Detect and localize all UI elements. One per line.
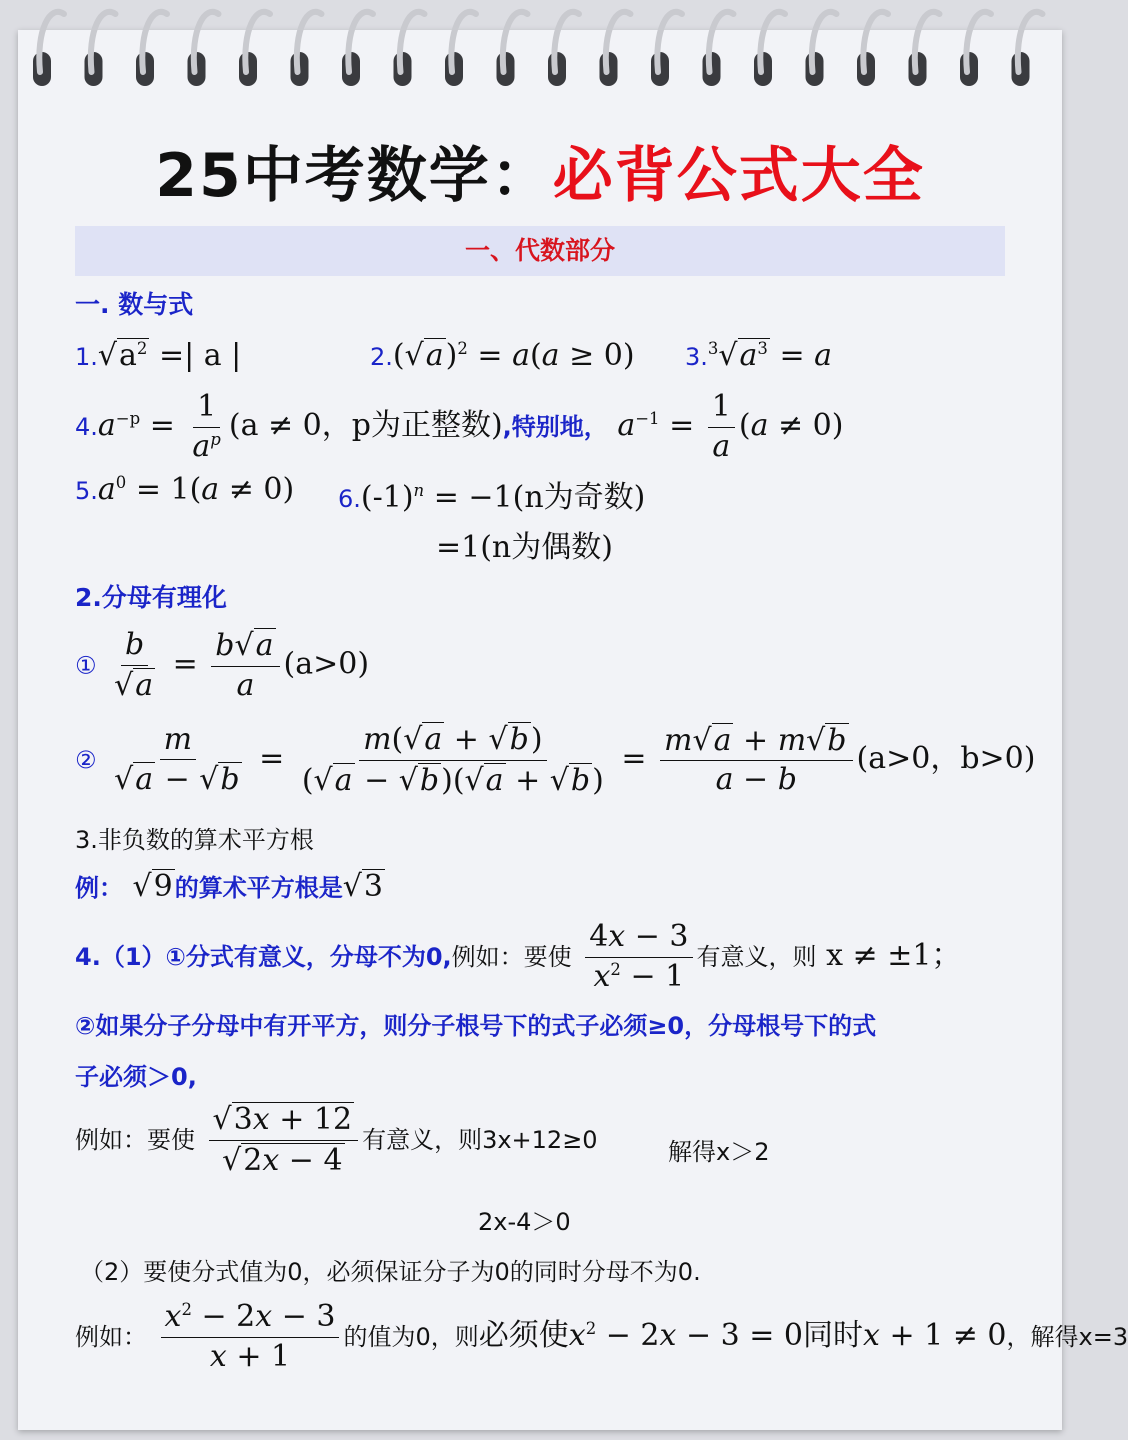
page-title [0,128,1080,214]
formula-3: $3.^3√a^3 = a$ [685,338,833,373]
example-3-middle: 的算术平方根是 [174,874,343,902]
title-black-part: 25中考数学： [155,141,553,211]
circle-2: ② [75,746,97,774]
formula-2: $2.(√a)^2 = a(a \ge 0)$ [370,338,635,373]
formula-5: $5.a^0 = 1(a \ne 0)$ [75,472,295,507]
fraction-meaning-line: 4.（1）①分式有意义，分母不为0,例如：要使 $\frac{4x - 3}{x^2 - 1}$ 有意义，则 x ≠ ±1； [75,919,962,994]
example-5-solution: ，解得x=3 [1006,1323,1128,1351]
formula-4-special: ,特别地， [502,413,608,441]
rationalize-1-condition: (a>0) [283,646,370,682]
formula-6-number: 6. [338,485,361,513]
sqrt-fraction-rule-line2: 子必须＞0, [75,1063,197,1091]
formula-4-number: 4. [75,413,98,441]
example-root: 例： √9的算术平方根是√3 [75,869,383,904]
formula-5-number: 5. [75,477,98,505]
example-5-label: 例如： [75,1323,147,1351]
rationalize-formula-1: ① $\frac{b}{√a}$ = $\frac{b√a}{a}$ (a>0) [75,627,370,703]
formula-4: $4.a^{-p}$ = $\frac{1}{a^p}$ (a ≠ 0，p为正整数),特别地， $a^{-1}$ = $\frac{1}{a}$ (a ≠ 0) [75,389,844,464]
rationalize-2-condition: (a>0，b>0) [856,741,1036,776]
heading-nonnegative-root: 3.非负数的算术平方根 [75,826,314,854]
title-red-part: 必背公式大全 [552,141,925,211]
section-banner: 一、代数部分 [75,226,1005,276]
zero-fraction-rule: （2）要使分式值为0，必须保证分子为0的同时分母不为0. [80,1258,701,1286]
spiral-binding [0,0,1080,95]
example-3-label: 例： [75,874,123,902]
heading-rationalize: 2.分母有理化 [75,583,227,612]
formula-3-number: 3. [685,343,708,371]
formula-6: $6.(-1)^n = -1(n$为奇数) [338,480,646,515]
formula-1-number: 1. [75,343,98,371]
formula-4-condition: (a ≠ 0，p为正整数) [228,408,503,443]
example-5-must: 必须使 [478,1318,569,1353]
rationalize-formula-2: ② $\frac{m}{√a - √b}$ = $\frac{m(√a + √b)}{(√a - √b)(√a + √b)}$ = $\frac{m√a + m√b}{a - b}$ (a>0，b>0) [75,721,1036,798]
sqrt-fraction-rule-line1: ②如果分子分母中有开平方，则分子根号下的式子必须≥0，分母根号下的式 [75,1012,877,1040]
example-4-solution: 解得x＞2 [668,1138,770,1166]
formula-6-odd: (n为奇数) [512,480,646,515]
section-4-meaning: 有意义，则 [696,943,817,971]
circle-1: ① [75,651,97,680]
section-4-example-label: 例如：要使 [451,943,572,971]
example-5-text: 的值为0，则 [343,1323,479,1351]
section-4-condition: x ≠ ±1； [826,938,962,973]
example-4-second-condition: 2x-4＞0 [478,1208,571,1236]
example-4-meaning: 有意义，则3x+12≥0 [362,1126,598,1154]
formula-2-number: 2. [370,343,393,371]
zero-fraction-example: 例如： $\frac{x^2 - 2x - 3}{x + 1}$ 的值为0，则必须使$x^2 - 2x - 3 = 0$同时x + 1 ≠ 0，解得x=3 [75,1299,1128,1374]
section-4-head: 4.（1）①分式有意义，分母不为0, [75,943,452,971]
formula-6-even-line: =1(n为偶数) [436,530,613,565]
sqrt-fraction-example: 例如：要使 $\frac{√3x + 12}{√2x - 4}$ 有意义，则3x+12≥0 [75,1102,598,1178]
example-4-label: 例如：要使 [75,1126,195,1154]
formula-1: $1.√a^2$ =| a | [75,338,242,373]
heading-numbers-expressions: 一. 数与式 [75,290,194,319]
